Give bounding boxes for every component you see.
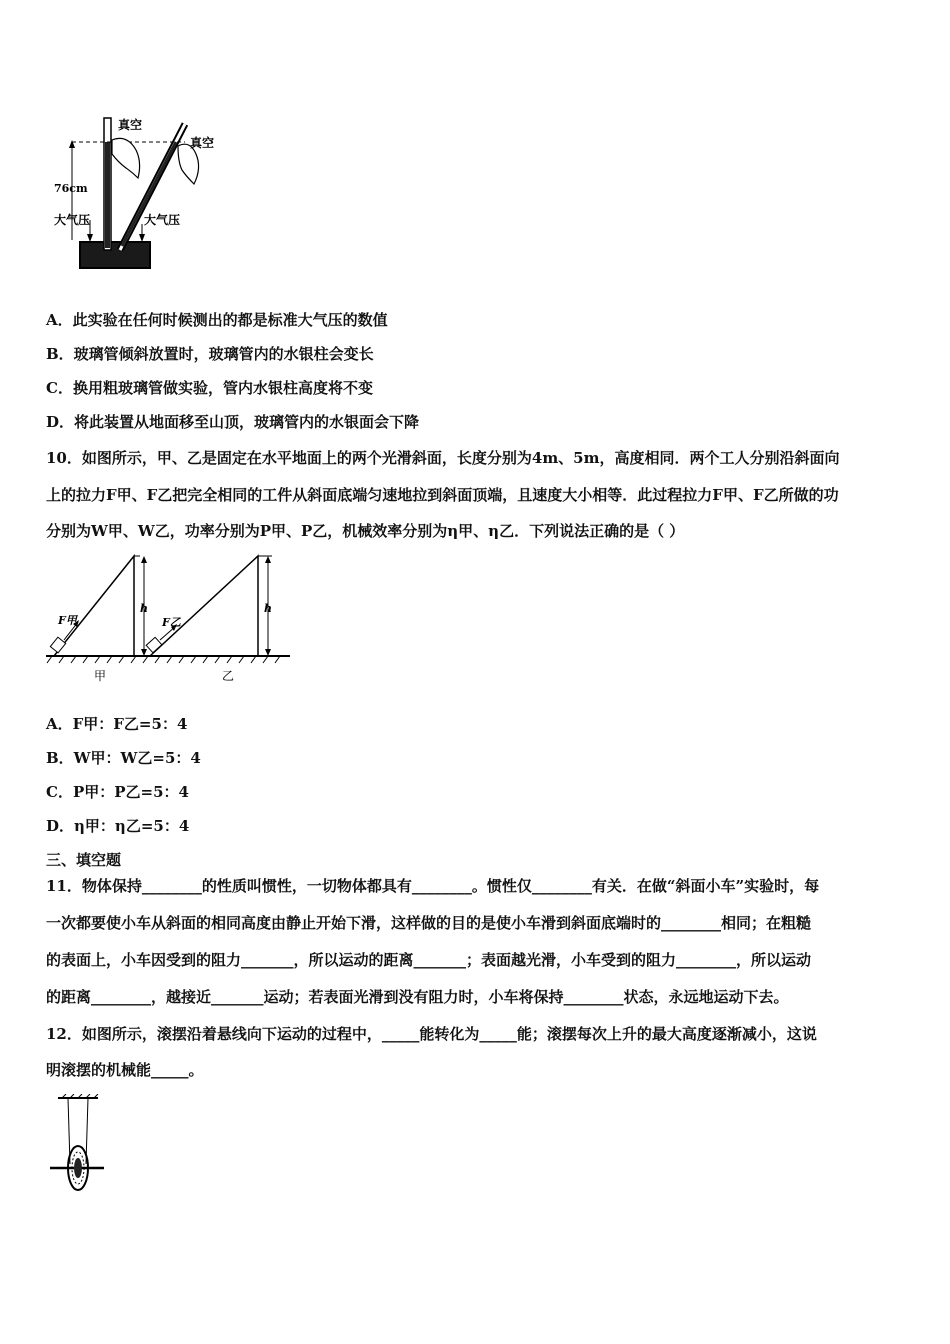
q9-option-c: C．换用粗玻璃管做实验，管内水银柱高度将不变 <box>46 379 373 397</box>
q11-line-4: 的距离________，越接近_______运动；若表面光滑到没有阻力时，小车将保持________状态，永远地运动下去。 <box>46 988 789 1006</box>
label-f-jia: F甲 <box>58 614 77 627</box>
torricelli-figure <box>50 112 260 272</box>
q10-line-2: 上的拉力F甲、F乙把完全相同的工件从斜面底端匀速地拉到斜面顶端，且速度大小相等．此过程拉力F甲、F乙所做的功 <box>46 486 839 504</box>
block-yi <box>146 637 162 652</box>
q11-line-2: 一次都要使小车从斜面的相同高度由静止开始下滑，这样做的目的是使小车滑到斜面底端时的________相同；在粗糙 <box>46 914 812 932</box>
section-title: 三、填空题 <box>46 851 122 869</box>
incline-yi <box>150 556 258 656</box>
q11-line-3: 的表面上，小车因受到的阻力_______，所以运动的距离_______；表面越光滑，小车受到的阻力________，所以运动 <box>46 951 812 969</box>
label-h-jia: h <box>140 602 148 615</box>
label-vacuum-1: 真空 <box>118 118 143 132</box>
block-jia <box>50 637 65 653</box>
q12-line-1: 12．如图所示，滚摆沿着悬线向下运动的过程中，_____能转化为_____能；滚摆每次上升的最大高度逐渐减小，这说 <box>46 1025 817 1043</box>
q11-line-1: 11．物体保持________的性质叫惯性，一切物体都具有________。惯性仅________有关．在做“斜面小车”实验时，每 <box>46 877 820 895</box>
label-yi: 乙 <box>222 669 235 683</box>
q10-option-c: C．P甲：P乙=5：4 <box>46 783 189 801</box>
label-jia: 甲 <box>94 669 107 683</box>
q10-option-d: D．η甲：η乙=5：4 <box>46 817 190 835</box>
label-f-yi: F乙 <box>162 616 181 629</box>
mercury-trough <box>80 242 150 268</box>
q10-option-b: B．W甲：W乙=5：4 <box>46 749 201 767</box>
q9-option-a: A．此实验在任何时候测出的都是标准大气压的数值 <box>46 311 388 329</box>
q12-line-2: 明滚摆的机械能_____。 <box>46 1061 204 1079</box>
label-vacuum-2: 真空 <box>190 136 215 150</box>
rolling-pendulum-figure <box>44 1094 110 1206</box>
q9-option-d: D．将此装置从地面移至山顶，玻璃管内的水银面会下降 <box>46 413 420 431</box>
hand-right <box>178 144 199 184</box>
label-atm-2: 大气压 <box>144 213 181 227</box>
q10-option-a: A．F甲：F乙=5：4 <box>46 715 188 733</box>
label-h-yi: h <box>264 602 272 615</box>
label-atm-1: 大气压 <box>54 213 91 227</box>
inclined-planes-figure <box>42 552 294 686</box>
q9-option-b: B．玻璃管倾斜放置时，玻璃管内的水银柱会变长 <box>46 345 374 363</box>
incline-jia <box>54 556 134 656</box>
label-height: 76cm <box>54 182 88 195</box>
hand-left <box>112 138 140 178</box>
q10-line-3: 分别为W甲、W乙，功率分别为P甲、P乙，机械效率分别为η甲、η乙．下列说法正确的是（ ） <box>46 522 685 540</box>
q10-line-1: 10．如图所示，甲、乙是固定在水平地面上的两个光滑斜面，长度分别为4m、5m，高度相同．两个工人分别沿斜面向 <box>46 449 840 467</box>
